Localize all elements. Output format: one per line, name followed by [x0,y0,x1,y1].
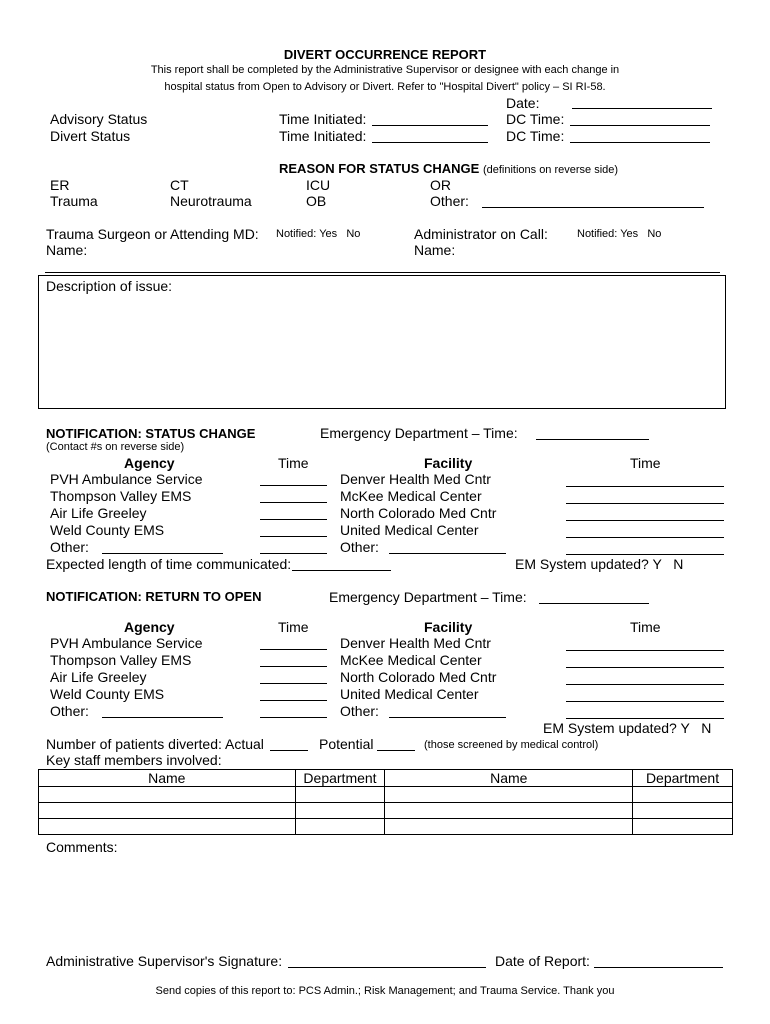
comments-label: Comments: [46,839,118,855]
reason-er[interactable]: ER [50,177,70,193]
reason-other[interactable]: Other: [430,193,469,209]
table-cell[interactable] [633,803,733,819]
facility-time-field[interactable] [566,684,724,685]
table-cell[interactable] [385,787,633,803]
reason-other-field[interactable] [482,207,704,208]
admin-on-call-label: Administrator on Call: [414,226,548,242]
department-column-header: Department [295,770,385,787]
reason-ct[interactable]: CT [170,177,189,193]
advisory-status-option[interactable]: Advisory Status [50,111,148,127]
agency-item[interactable]: PVH Ambulance Service [50,635,203,651]
facility-item[interactable]: United Medical Center [340,686,479,702]
agency-item[interactable]: Air Life Greeley [50,669,147,685]
name-column-header: Name [39,770,296,787]
agency-item[interactable]: Thompson Valley EMS [50,652,192,668]
agency-item[interactable]: Thompson Valley EMS [50,488,192,504]
table-row [39,787,733,803]
agency-item[interactable]: Weld County EMS [50,522,165,538]
agency-time-header: Time [278,619,309,635]
table-cell[interactable] [633,819,733,835]
reason-or[interactable]: OR [430,177,451,193]
table-cell[interactable] [295,803,385,819]
date-of-report-field[interactable] [594,967,723,968]
open-ed-time: Emergency Department – Time: [329,589,527,605]
table-row [39,803,733,819]
advisory-dc-time-label: DC Time: [506,111,565,127]
agency-header: Agency [124,455,175,471]
date-field[interactable] [572,108,712,109]
facility-other-field[interactable] [389,553,506,554]
agency-item[interactable]: Other: [50,539,89,555]
divert-dc-time-label: DC Time: [506,128,565,144]
facility-item[interactable]: United Medical Center [340,522,479,538]
reason-trauma[interactable]: Trauma [50,193,98,209]
divert-dc-time-field[interactable] [570,142,710,143]
table-row [39,819,733,835]
time-field[interactable] [260,519,327,520]
time-field[interactable] [260,502,327,503]
time-field[interactable] [260,649,327,650]
advisory-time-field[interactable] [372,125,488,126]
table-cell[interactable] [39,787,296,803]
facility-item[interactable]: McKee Medical Center [340,488,482,504]
advisory-time-initiated-label: Time Initiated: [279,111,367,127]
facility-other-field[interactable] [389,717,506,718]
divert-time-initiated-label: Time Initiated: [279,128,367,144]
facility-time-header: Time [630,455,661,471]
time-field[interactable] [260,666,327,667]
agency-other-field[interactable] [102,553,223,554]
department-column-header: Department [633,770,733,787]
divider [45,272,720,273]
name-column-header: Name [385,770,633,787]
agency-time-header: Time [278,455,309,471]
reason-heading: REASON FOR STATUS CHANGE (definitions on reverse side) [279,161,619,176]
divert-status-option[interactable]: Divert Status [50,128,131,144]
advisory-dc-time-field[interactable] [570,125,710,126]
patients-diverted-label: Number of patients diverted: Actual [46,736,264,752]
facility-time-field[interactable] [566,650,724,651]
open-ed-time-field[interactable] [539,603,649,604]
table-header-row [39,770,733,787]
facility-time-field[interactable] [566,503,724,504]
facility-time-field[interactable] [566,486,724,487]
facility-time-field[interactable] [566,701,724,702]
description-label: Description of issue: [46,278,173,294]
facility-item[interactable]: Other: [340,703,379,719]
reason-ob[interactable]: OB [306,193,327,209]
key-staff-label: Key staff members involved: [46,752,222,768]
trauma-md-notified: Notified: Yes No [276,228,361,240]
intro-line-2: hospital status from Open to Advisory or Divert. Refer to "Hospital Divert" policy – SI RI-58. [164,81,606,93]
facility-item[interactable]: Other: [340,539,379,555]
screened-note: (those screened by medical control) [424,739,599,751]
divert-time-field[interactable] [372,142,488,143]
time-field[interactable] [260,683,327,684]
table-cell[interactable] [385,819,633,835]
facility-time-header: Time [630,619,661,635]
trauma-md-name-label: Name: [46,242,88,258]
facility-time-field[interactable] [566,718,724,719]
notification-open-heading: NOTIFICATION: RETURN TO OPEN [46,589,262,604]
expected-length-label: Expected length of time communicated: [46,556,292,572]
facility-item[interactable]: North Colorado Med Cntr [340,669,497,685]
facility-time-field[interactable] [566,667,724,668]
table-cell[interactable] [385,803,633,819]
table-cell[interactable] [633,787,733,803]
facility-item[interactable]: Denver Health Med Cntr [340,635,491,651]
agency-other-field[interactable] [102,717,223,718]
status-ed-time-field[interactable] [536,439,649,440]
agency-header: Agency [124,619,175,635]
description-box[interactable] [38,275,726,409]
facility-item[interactable]: Denver Health Med Cntr [340,471,491,487]
table-cell[interactable] [295,787,385,803]
table-cell[interactable] [39,819,296,835]
agency-item[interactable]: Weld County EMS [50,686,165,702]
time-field[interactable] [260,553,327,554]
agency-item[interactable]: Air Life Greeley [50,505,147,521]
reason-neurotrauma[interactable]: Neurotrauma [170,193,252,209]
intro-line-1: This report shall be completed by the Administrative Supervisor or designee with each change in [150,64,620,76]
agency-item[interactable]: PVH Ambulance Service [50,471,203,487]
admin-notified: Notified: Yes No [577,228,662,240]
em-system-updated-status: EM System updated? Y N [515,556,684,572]
status-ed-time: Emergency Department – Time: [320,425,518,441]
contact-note: (Contact #s on reverse side) [46,441,185,453]
key-staff-table [38,769,733,835]
facility-item[interactable]: McKee Medical Center [340,652,482,668]
page-title: DIVERT OCCURRENCE REPORT [283,47,487,62]
notification-status-heading: NOTIFICATION: STATUS CHANGE [46,426,256,441]
admin-name-label: Name: [414,242,456,258]
facility-time-field[interactable] [566,520,724,521]
potential-label: Potential [319,736,374,752]
facility-header: Facility [424,455,473,471]
facility-time-field[interactable] [566,537,724,538]
table-cell[interactable] [295,819,385,835]
potential-field[interactable] [377,750,415,751]
agency-item[interactable]: Other: [50,703,89,719]
trauma-md-label: Trauma Surgeon or Attending MD: [46,226,259,242]
supervisor-signature-field[interactable] [288,967,486,968]
facility-item[interactable]: North Colorado Med Cntr [340,505,497,521]
supervisor-signature-label: Administrative Supervisor's Signature: [46,953,283,969]
date-of-report-label: Date of Report: [495,953,590,969]
time-field[interactable] [260,700,327,701]
actual-field[interactable] [270,750,308,751]
footer-note: Send copies of this report to: PCS Admin.; Risk Management; and Trauma Service. Thank you [155,985,615,997]
expected-length-field[interactable] [292,570,391,571]
time-field[interactable] [260,485,327,486]
table-cell[interactable] [39,803,296,819]
facility-header: Facility [424,619,473,635]
time-field[interactable] [260,717,327,718]
em-system-updated-open: EM System updated? Y N [543,720,712,736]
reason-icu[interactable]: ICU [306,177,331,193]
date-label: Date: [506,95,540,111]
time-field[interactable] [260,536,327,537]
facility-time-field[interactable] [566,554,724,555]
